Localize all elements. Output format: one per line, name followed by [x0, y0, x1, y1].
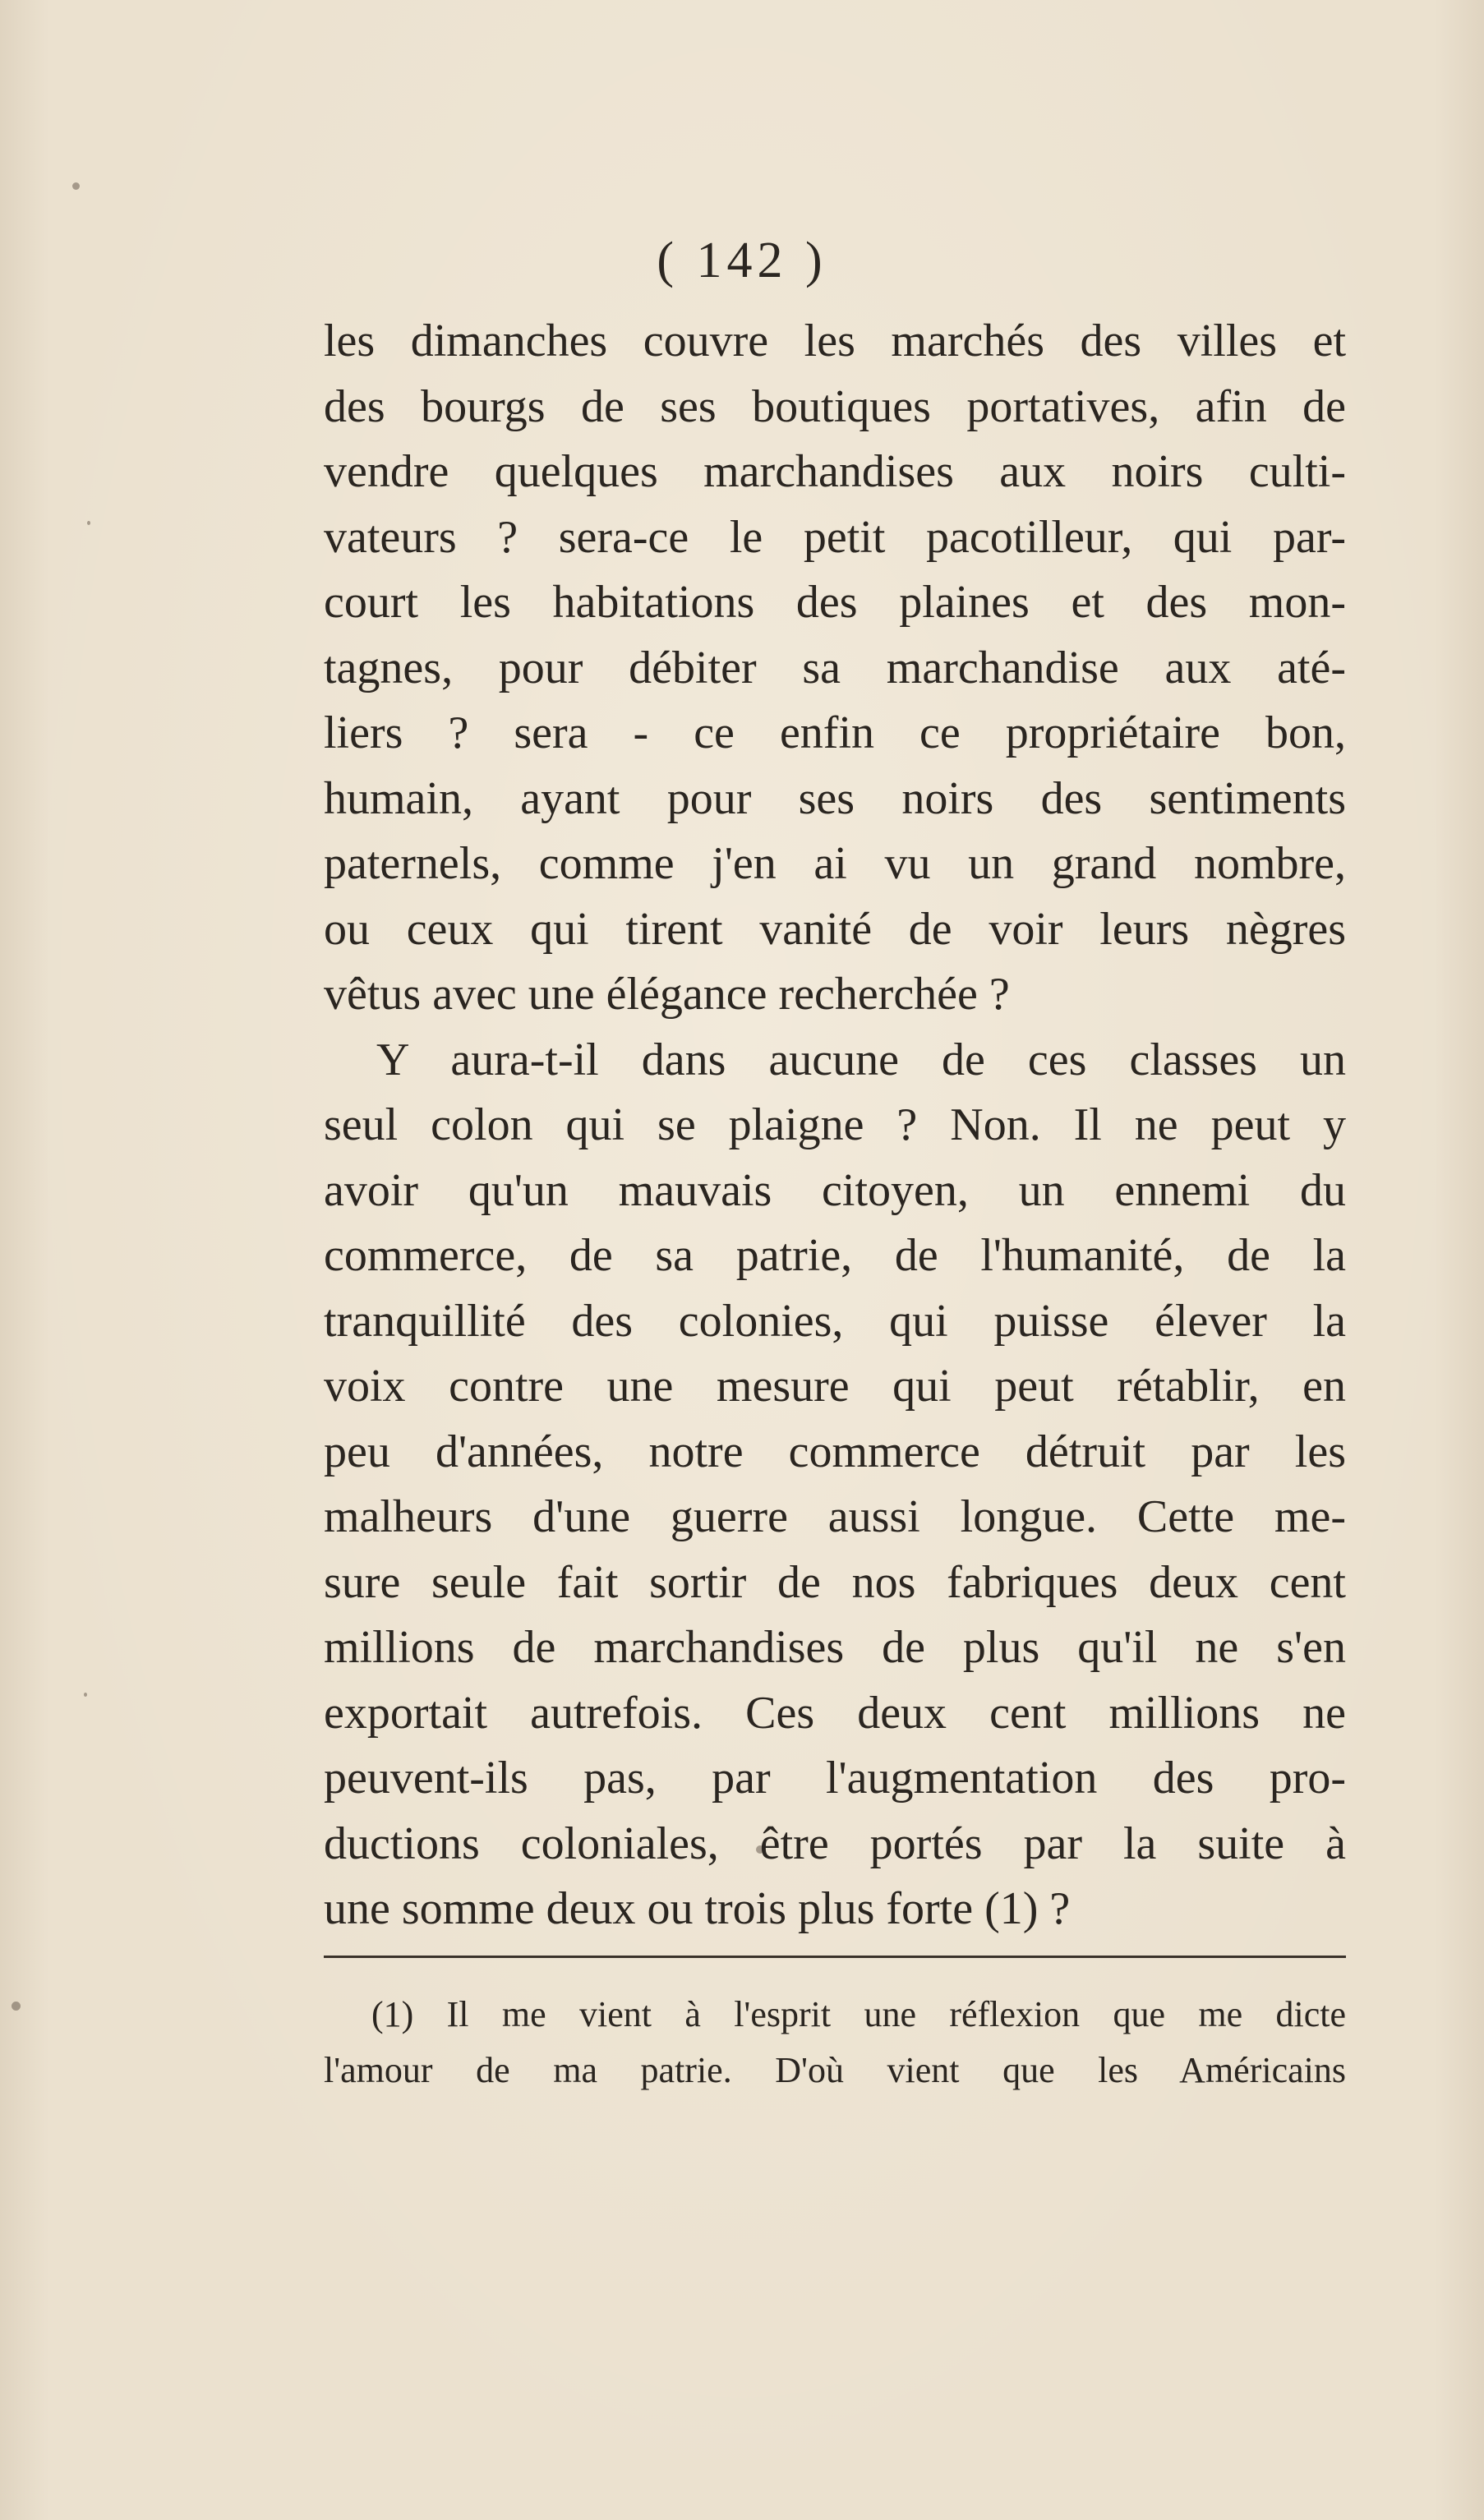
body-text — [324, 309, 1346, 1942]
footnote — [324, 1987, 1346, 2098]
text-line: tranquillité des colonies, qui puisse élever la — [324, 1295, 1346, 1347]
ink-speck — [72, 182, 80, 190]
text-line: ou ceux qui tirent vanité de voir leurs nègres — [324, 903, 1346, 955]
text-line: court les habitations des plaines et des mon- — [324, 577, 1346, 628]
text-line: paternels, comme j'en ai vu un grand nombre, — [324, 838, 1346, 889]
text-line: des bourgs de ses boutiques portatives, afin de — [324, 380, 1346, 432]
text-line: vêtus avec une élégance recherchée ? — [324, 969, 1010, 1020]
text-line: Y aura-t-il dans aucune de ces classes un — [376, 1034, 1346, 1085]
ink-speck — [12, 2002, 21, 2011]
text-line: vateurs ? sera-ce le petit pacotilleur, qui par- — [324, 511, 1346, 563]
footnote-line: (1) Il me vient à l'esprit une réflexion que me dicte — [371, 1994, 1346, 2034]
text-line: tagnes, pour débiter sa marchandise aux até- — [324, 642, 1346, 693]
ink-speck — [87, 521, 90, 525]
page-number: ( 142 ) — [657, 233, 827, 288]
text-line: humain, ayant pour ses noirs des sentiments — [324, 772, 1346, 824]
footnote-line: l'amour de ma patrie. D'où vient que les Américains — [324, 2050, 1346, 2090]
text-line: avoir qu'un mauvais citoyen, un ennemi du — [324, 1164, 1346, 1216]
footnote-separator — [324, 1956, 1346, 1958]
text-line: ductions coloniales, être portés par la suite à — [324, 1817, 1346, 1869]
text-line: peuvent-ils pas, par l'augmentation des pro- — [324, 1753, 1346, 1804]
paragraph — [324, 309, 1346, 1028]
text-line: voix contre une mesure qui peut rétablir, en — [324, 1361, 1346, 1412]
text-line: les dimanches couvre les marchés des villes et — [324, 316, 1346, 366]
text-line: liers ? sera - ce enfin ce propriétaire bon, — [324, 707, 1346, 758]
text-line: seul colon qui se plaigne ? Non. Il ne peut y — [324, 1099, 1346, 1150]
text-line: vendre quelques marchandises aux noirs culti- — [324, 446, 1346, 497]
text-line: millions de marchandises de plus qu'il ne s'en — [324, 1622, 1346, 1673]
text-line: une somme deux ou trois plus forte (1) ? — [324, 1883, 1071, 1934]
text-line: malheurs d'une guerre aussi longue. Cette me- — [324, 1491, 1346, 1542]
text-line: peu d'années, notre commerce détruit par les — [324, 1426, 1346, 1477]
text-line: commerce, de sa patrie, de l'humanité, de la — [324, 1230, 1346, 1281]
paragraph — [324, 1028, 1346, 1942]
text-line: sure seule fait sortir de nos fabriques deux cent — [324, 1556, 1346, 1608]
ink-speck — [84, 1693, 87, 1697]
text-line: exportait autrefois. Ces deux cent millions ne — [324, 1687, 1346, 1739]
